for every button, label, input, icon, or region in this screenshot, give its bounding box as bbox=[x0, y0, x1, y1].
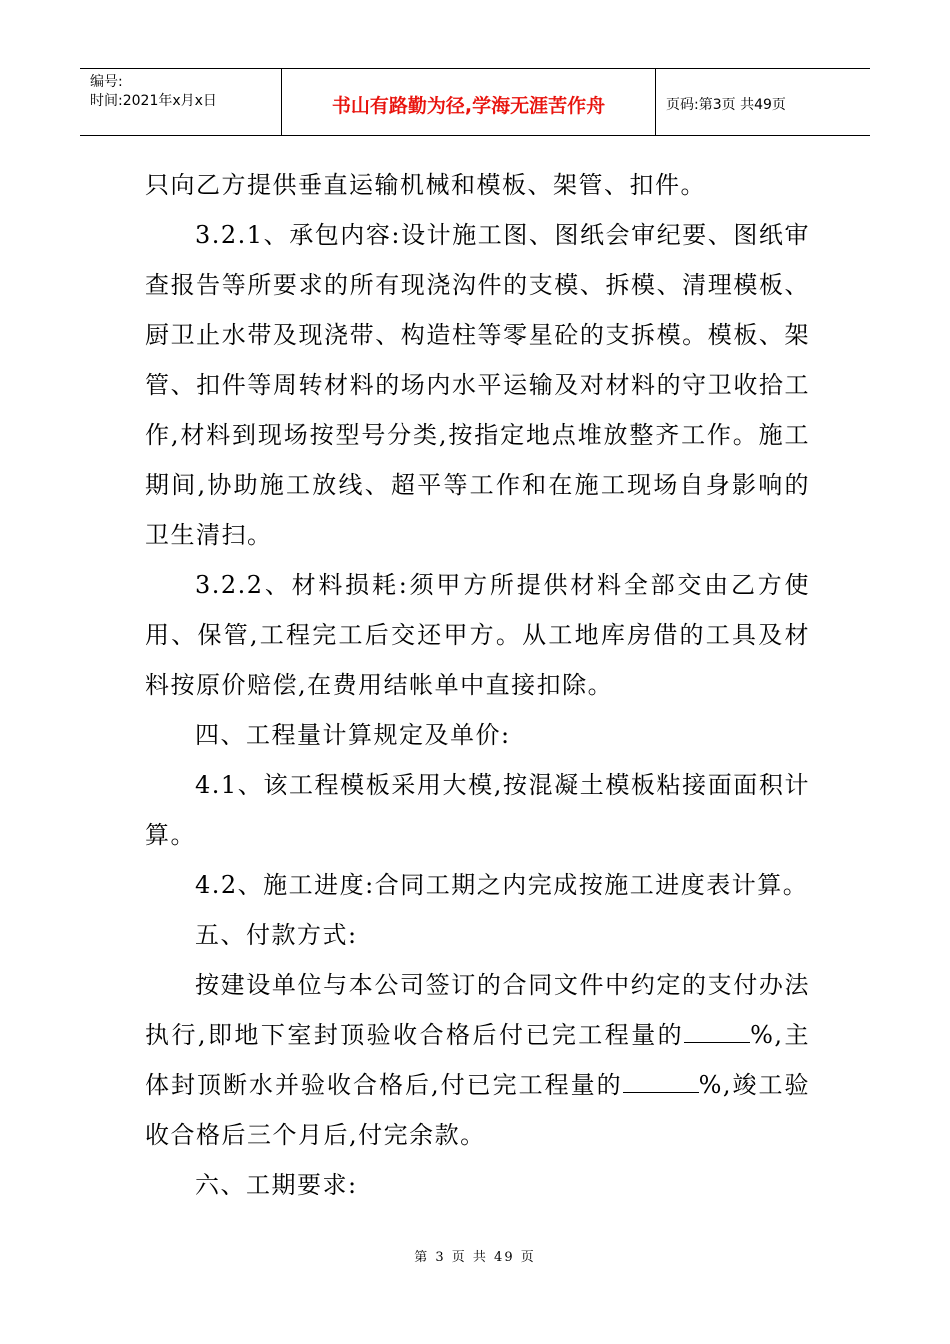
section-heading-6: 六、工期要求: bbox=[195, 1171, 358, 1199]
page-footer bbox=[0, 1246, 950, 1265]
page-info-cell bbox=[656, 69, 870, 135]
blank-line-1 bbox=[684, 1016, 750, 1043]
motto-text: 书山有路勤为径,学海无涯苦作舟 bbox=[331, 94, 606, 117]
paragraph-4-2: 4.2、施工进度:合同工期之内完成按施工进度表计算。 bbox=[195, 871, 809, 899]
payment-text-a: 按建设单位与本公司签订的合同文件中约定的支付办法执行,即地下室封顶验收合格后付已完工程量的 bbox=[145, 971, 810, 1049]
number-label: 编号: bbox=[90, 74, 123, 90]
paragraph-3: 3.2.2、材料损耗:须甲方所提供材料全部交由乙方使用、保管,工程完工后交还甲方。从工地库房借的工具及材料按原价赔偿,在费用结帐单中直接扣除。 bbox=[145, 571, 810, 699]
paragraph-4-1: 4.1、该工程模板采用大模,按混凝土模板粘接面面积计算。 bbox=[145, 771, 810, 849]
page-info-text: 页码:第3页 共49页 bbox=[666, 97, 786, 113]
section-heading-5: 五、付款方式: bbox=[195, 921, 358, 949]
time-label: 时间:2021年x月x日 bbox=[90, 93, 217, 109]
page-header bbox=[80, 68, 870, 136]
blank-line-2 bbox=[623, 1066, 699, 1093]
payment-text-c: %,竣工验收合格后三个月后,付完余款。 bbox=[145, 1071, 810, 1149]
paragraph-2: 3.2.1、承包内容:设计施工图、图纸会审纪要、图纸审查报告等所要求的所有现浇沟件的支模、拆模、清理模板、厨卫止水带及现浇带、构造柱等零星砼的支拆模。模板、架管、扣件等周转材料的场内水平运输及对材料的守卫收拾工作,材料到现场按型号分类,按指定地点堆放整齐工作。施工期间,协助施工放线、超平等工作和在施工现场自身影响的卫生清扫。 bbox=[145, 221, 810, 549]
document-body bbox=[145, 160, 810, 1210]
section-heading-4: 四、工程量计算规定及单价: bbox=[195, 721, 511, 749]
header-meta-cell bbox=[80, 69, 282, 135]
footer-page-number: 第 3 页 共 49 页 bbox=[414, 1250, 536, 1265]
payment-text-b: %,主体封顶断水并验收合格后,付已完工程量的 bbox=[145, 1021, 810, 1099]
paragraph-1: 只向乙方提供垂直运输机械和模板、架管、扣件。 bbox=[145, 171, 706, 199]
paragraph-payment bbox=[145, 960, 810, 1160]
motto-cell bbox=[282, 69, 656, 135]
